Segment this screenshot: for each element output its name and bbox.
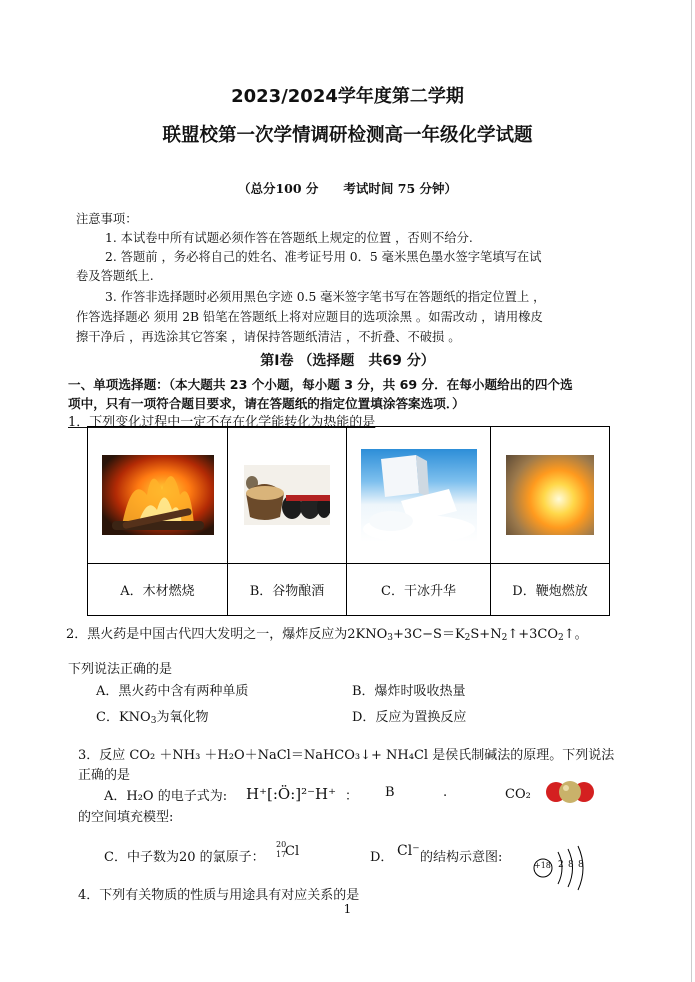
q2-option-c-suffix: 为氧化物 — [156, 710, 209, 725]
q1-cell-b-image — [228, 427, 347, 564]
note-item-2a: 2. 答题前 ，务必将自己的姓名、准考证号用 0．5 毫米黑色墨水签字笔填写在试 — [105, 250, 542, 264]
section-intro-b: 项中，只有一项符合题目要求，请在答题纸的指定位置填涂答案选项．） — [68, 396, 465, 411]
q1-option-c-label: C．干冰升华 — [381, 584, 456, 599]
eq-part: S+N — [470, 627, 502, 642]
section-title: 第Ⅰ卷 （选择题 共69 分） — [260, 353, 435, 369]
firecracker-image — [506, 455, 594, 535]
cl-symbol: Cl — [285, 844, 300, 859]
note-item-2b: 卷及答题纸上. — [76, 269, 154, 283]
water-electron-formula: H⁺[:Ö:]²⁻H⁺ — [246, 785, 337, 803]
chlorine-isotope-notation — [276, 840, 306, 866]
q3-model-text: 的空间填充模型: — [78, 810, 174, 825]
q1-stem-text: 1．下列变化过程中一定不存在化学能转化为热能的是 — [68, 415, 376, 430]
q1-options-table — [87, 426, 610, 616]
q2-stem-text: 2．黑火药是中国古代四大发明之一，爆炸反应为 — [66, 627, 348, 642]
q1-cell-a-image — [88, 427, 228, 564]
q1-option-a[interactable] — [88, 564, 228, 616]
note-item-3b: 作答选择题必 须用 2B 铅笔在答题纸上将对应题目的选项涂黑 。如需改动 ，请用橡皮 — [76, 310, 543, 324]
q4-stem: 4．下列有关物质的性质与用途具有对应关系的是 — [78, 888, 360, 903]
q1-option-d[interactable] — [491, 564, 610, 616]
q1-option-b[interactable] — [228, 564, 347, 616]
title-line-1: 2023/2024学年度第二学期 — [231, 86, 464, 107]
q1-option-d-label: D．鞭炮燃放 — [512, 584, 588, 599]
dry-ice-image — [361, 449, 477, 542]
co2-space-filling-model-icon — [545, 779, 595, 805]
q2-option-a[interactable]: A．黑火药中含有两种单质 — [96, 684, 249, 699]
page-number: 1 — [343, 902, 352, 916]
cl-atomic-number: 17 — [276, 850, 287, 859]
cl-mass-number: 20 — [276, 840, 287, 849]
eq-part: +3C−S＝K — [393, 627, 465, 642]
page-edge-line — [691, 0, 692, 982]
nucleus-charge: +18 — [534, 861, 551, 870]
q1-option-c[interactable] — [347, 564, 491, 616]
q3-option-d-prefix[interactable]: D． — [370, 850, 394, 865]
eq-sub: 2 — [464, 633, 471, 643]
q1-cell-c-image — [347, 427, 491, 564]
q3-stem-a: 3．反应 CO₂ ＋NH₃ ＋H₂O＋NaCl＝NaHCO₃↓+ NH₄Cl 是侯氏制碱法的原理。下列说法 — [78, 748, 615, 763]
grain-wine-illustration — [244, 465, 330, 525]
q1-option-b-label: B．谷物酿酒 — [249, 584, 325, 599]
q1-cell-d-image — [491, 427, 610, 564]
q3-option-d-text: 的结构示意图: — [420, 850, 503, 865]
burning-wood-image — [102, 455, 214, 535]
q2-stem — [66, 623, 588, 643]
eq-sub: 2 — [557, 633, 564, 643]
q2-stem-end: 。 — [574, 627, 588, 642]
q3-option-c[interactable]: C．中子数为20 的氯原子： — [104, 850, 265, 865]
co2-label: CO₂ — [505, 787, 531, 802]
q1-option-a-label: A．木材燃烧 — [120, 584, 195, 599]
score-time: （总分100 分 考试时间 75 分钟） — [237, 181, 458, 196]
q2-equation — [347, 627, 574, 642]
q2-option-c-prefix: C． — [96, 710, 119, 725]
q3-option-b[interactable]: B — [385, 785, 395, 800]
chloride-structure-diagram — [530, 844, 590, 892]
q2-option-b[interactable]: B．爆炸时吸收热量 — [352, 684, 466, 699]
q3-option-b-dot: . — [443, 785, 448, 800]
q2-option-d[interactable]: D．反应为置换反应 — [352, 710, 467, 725]
kno3-sub: 3 — [150, 716, 157, 726]
q2-lead: 下列说法正确的是 — [68, 662, 173, 677]
fire-illustration — [102, 455, 214, 535]
q3-colon: ： — [345, 789, 359, 804]
eq-part: ↑ — [563, 627, 575, 642]
notes-heading: 注意事项： — [76, 212, 138, 226]
shell-1-count: 2 — [558, 860, 564, 870]
q3-option-a[interactable]: A．H₂O 的电子式为: — [104, 789, 228, 804]
shell-2-count: 8 — [568, 860, 574, 870]
title-line-2: 联盟校第一次学情调研检测高一年级化学试题 — [162, 125, 533, 146]
note-item-3c: 擦干净后 ，再选涂其它答案 ，请保持答题纸清洁 ，不折叠、不破损 。 — [76, 330, 461, 344]
dry-ice-illustration — [361, 449, 477, 542]
kno3-formula: KNO — [118, 710, 151, 725]
chloride-ion-symbol: Cl⁻ — [397, 843, 420, 859]
eq-sub: 2 — [501, 633, 508, 643]
eq-part: ↑+3CO — [507, 627, 558, 642]
note-item-3a: 3. 作答非选择题时必须用黑色字迹 0.5 毫米签字笔书写在答题纸的指定位置上 ， — [105, 290, 546, 304]
q3-stem-b: 正确的是 — [78, 768, 131, 783]
section-intro-a: 一、单项选择题：（本大题共 23 个小题，每小题 3 分，共 69 分．在每小题给出的四个选 — [68, 377, 573, 392]
grain-wine-image — [244, 465, 330, 525]
q2-option-c[interactable] — [96, 706, 208, 726]
shell-3-count: 8 — [578, 860, 584, 870]
eq-part: 2KNO — [347, 627, 388, 642]
note-item-1: 1. 本试卷中所有试题必须作答在答题纸上规定的位置 ，否则不给分. — [105, 231, 473, 245]
eq-sub: 3 — [387, 633, 394, 643]
